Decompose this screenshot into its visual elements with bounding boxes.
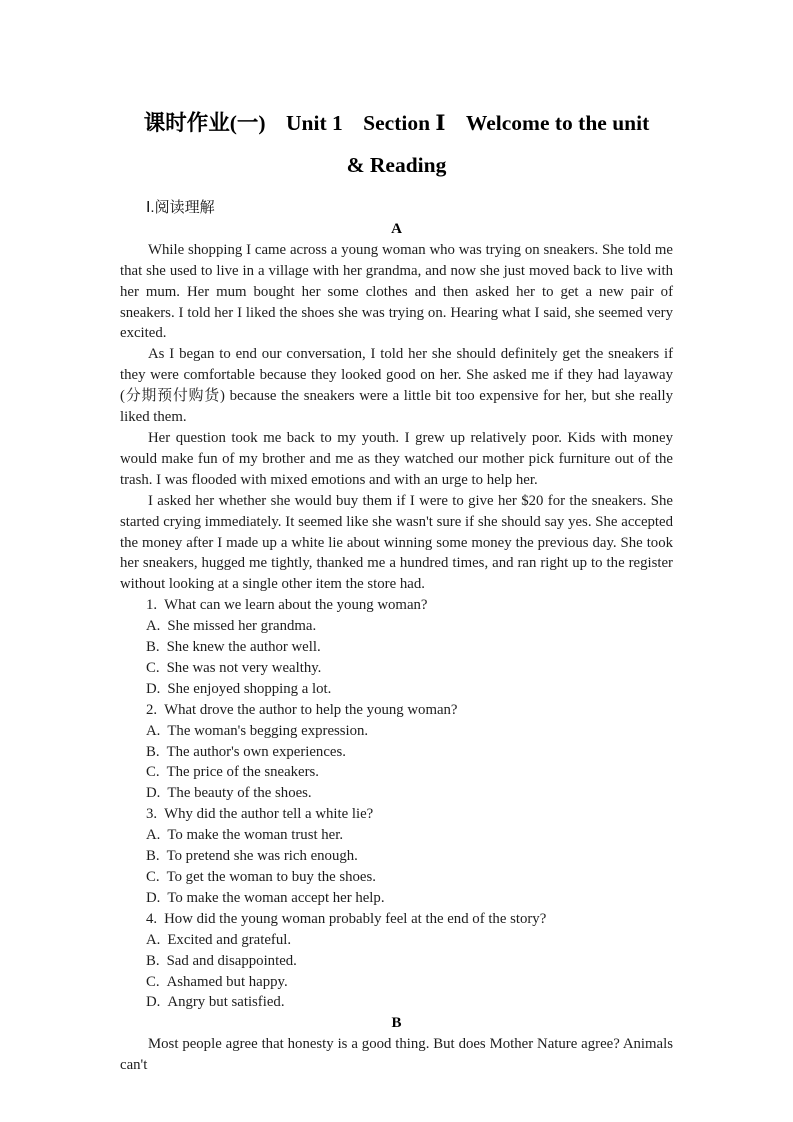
section-heading-reading-comprehension: Ⅰ.阅读理解 [146, 199, 215, 216]
option-text: To make the woman trust her. [167, 827, 344, 844]
option-text: To pretend she was rich enough. [166, 848, 358, 865]
option-text: To make the woman accept her help. [167, 889, 385, 906]
option-label: B. [146, 639, 160, 656]
title-line-1 [0, 102, 793, 144]
question-4-option-a [120, 930, 673, 951]
question-number: 4. [146, 910, 158, 927]
question-1-option-b [120, 637, 673, 658]
question-4-option-c [120, 972, 673, 993]
question-3-option-c [120, 867, 673, 888]
option-text: The beauty of the shoes. [167, 785, 312, 802]
question-number: 1. [146, 597, 158, 614]
passage-a-paragraph-2: As I began to end our conversation, I told her she should definitely get the sneakers if they were comfortable because they looked good on her. She asked me if they had layaway (分期预付购货) because the sneakers were a little bit too expensive for her, but she really liked them. [120, 346, 673, 426]
title-unit: Unit 1 [286, 111, 343, 135]
title-topic: Welcome to the unit [465, 111, 650, 135]
option-label: A. [146, 722, 161, 739]
option-text: She was not very wealthy. [166, 659, 322, 676]
question-3-option-a [120, 825, 673, 846]
title-lesson-number: 课时作业(一) [143, 111, 266, 135]
option-label: C. [146, 764, 160, 781]
option-label: B. [146, 743, 160, 760]
option-label: D. [146, 680, 161, 697]
question-3-option-d [120, 888, 673, 909]
option-text: The price of the sneakers. [166, 764, 319, 781]
passage-b-label: B [391, 1015, 402, 1032]
question-2-option-a [120, 721, 673, 742]
option-label: D. [146, 785, 161, 802]
option-label: C. [146, 659, 160, 676]
question-2-option-b [120, 742, 673, 763]
option-text: Ashamed but happy. [166, 973, 288, 990]
document-body [120, 198, 673, 1076]
passage-b-paragraph-1: Most people agree that honesty is a good thing. But does Mother Nature agree? Animals can't [120, 1036, 673, 1074]
passage-a-paragraph-4: I asked her whether she would buy them if I were to give her $20 for the sneakers. She started crying immediately. It seemed like she wasn't sure if she should say yes. She accepted the money after I made up a white lie about winning some money the previous day. She took her sneakers, hugged me tightly, thanked me a hundred times, and ran right up to the register without looking at a single other item the store had. [120, 492, 673, 593]
option-text: She knew the author well. [166, 639, 321, 656]
question-1-option-c [120, 658, 673, 679]
option-text: Angry but satisfied. [167, 994, 285, 1011]
title-section: Section Ⅰ [363, 111, 446, 135]
title-line-2: & Reading [346, 153, 447, 177]
question-1-option-d [120, 679, 673, 700]
option-text: The author's own experiences. [166, 743, 346, 760]
question-2 [120, 700, 673, 721]
option-text: The woman's begging expression. [167, 722, 369, 739]
option-text: Sad and disappointed. [166, 952, 297, 969]
question-text: What drove the author to help the young woman? [164, 701, 458, 718]
passage-a-paragraph-3: Her question took me back to my youth. I grew up relatively poor. Kids with money would make fun of my brother and me as they watched our mother pick furniture out of the trash. I was flooded with mixed emotions and with an urge to help her. [120, 429, 673, 488]
option-label: A. [146, 618, 161, 635]
option-text: She enjoyed shopping a lot. [167, 680, 332, 697]
question-3-option-b [120, 846, 673, 867]
option-label: D. [146, 889, 161, 906]
option-label: C. [146, 973, 160, 990]
option-text: Excited and grateful. [167, 931, 292, 948]
question-3 [120, 804, 673, 825]
question-2-option-c [120, 762, 673, 783]
page-title [0, 0, 793, 186]
option-text: She missed her grandma. [167, 618, 317, 635]
option-text: To get the woman to buy the shoes. [166, 869, 376, 885]
question-number: 3. [146, 806, 158, 823]
passage-a-paragraph-1: While shopping I came across a young woman who was trying on sneakers. She told me that she used to live in a village with her grandma, and now she just moved back to live with her mum. Her mum bought her some clothes and then asked her to get a new pair of sneakers. I told her I liked the shoes she was trying on. Hearing what I said, she seemed very excited. [120, 241, 673, 342]
option-label: C. [146, 869, 160, 885]
question-1-option-a [120, 616, 673, 637]
question-text: What can we learn about the young woman? [164, 597, 428, 614]
option-label: A. [146, 931, 161, 948]
option-label: B. [146, 848, 160, 865]
question-2-option-d [120, 783, 673, 804]
question-4-option-b [120, 951, 673, 972]
option-label: B. [146, 952, 160, 969]
question-number: 2. [146, 701, 158, 718]
passage-a-label: A [391, 220, 402, 237]
question-4 [120, 909, 673, 930]
question-1 [120, 595, 673, 616]
question-text: Why did the author tell a white lie? [164, 806, 374, 823]
option-label: A. [146, 827, 161, 844]
option-label: D. [146, 994, 161, 1011]
question-text: How did the young woman probably feel at the end of the story? [164, 910, 547, 927]
question-4-option-d [120, 992, 673, 1013]
